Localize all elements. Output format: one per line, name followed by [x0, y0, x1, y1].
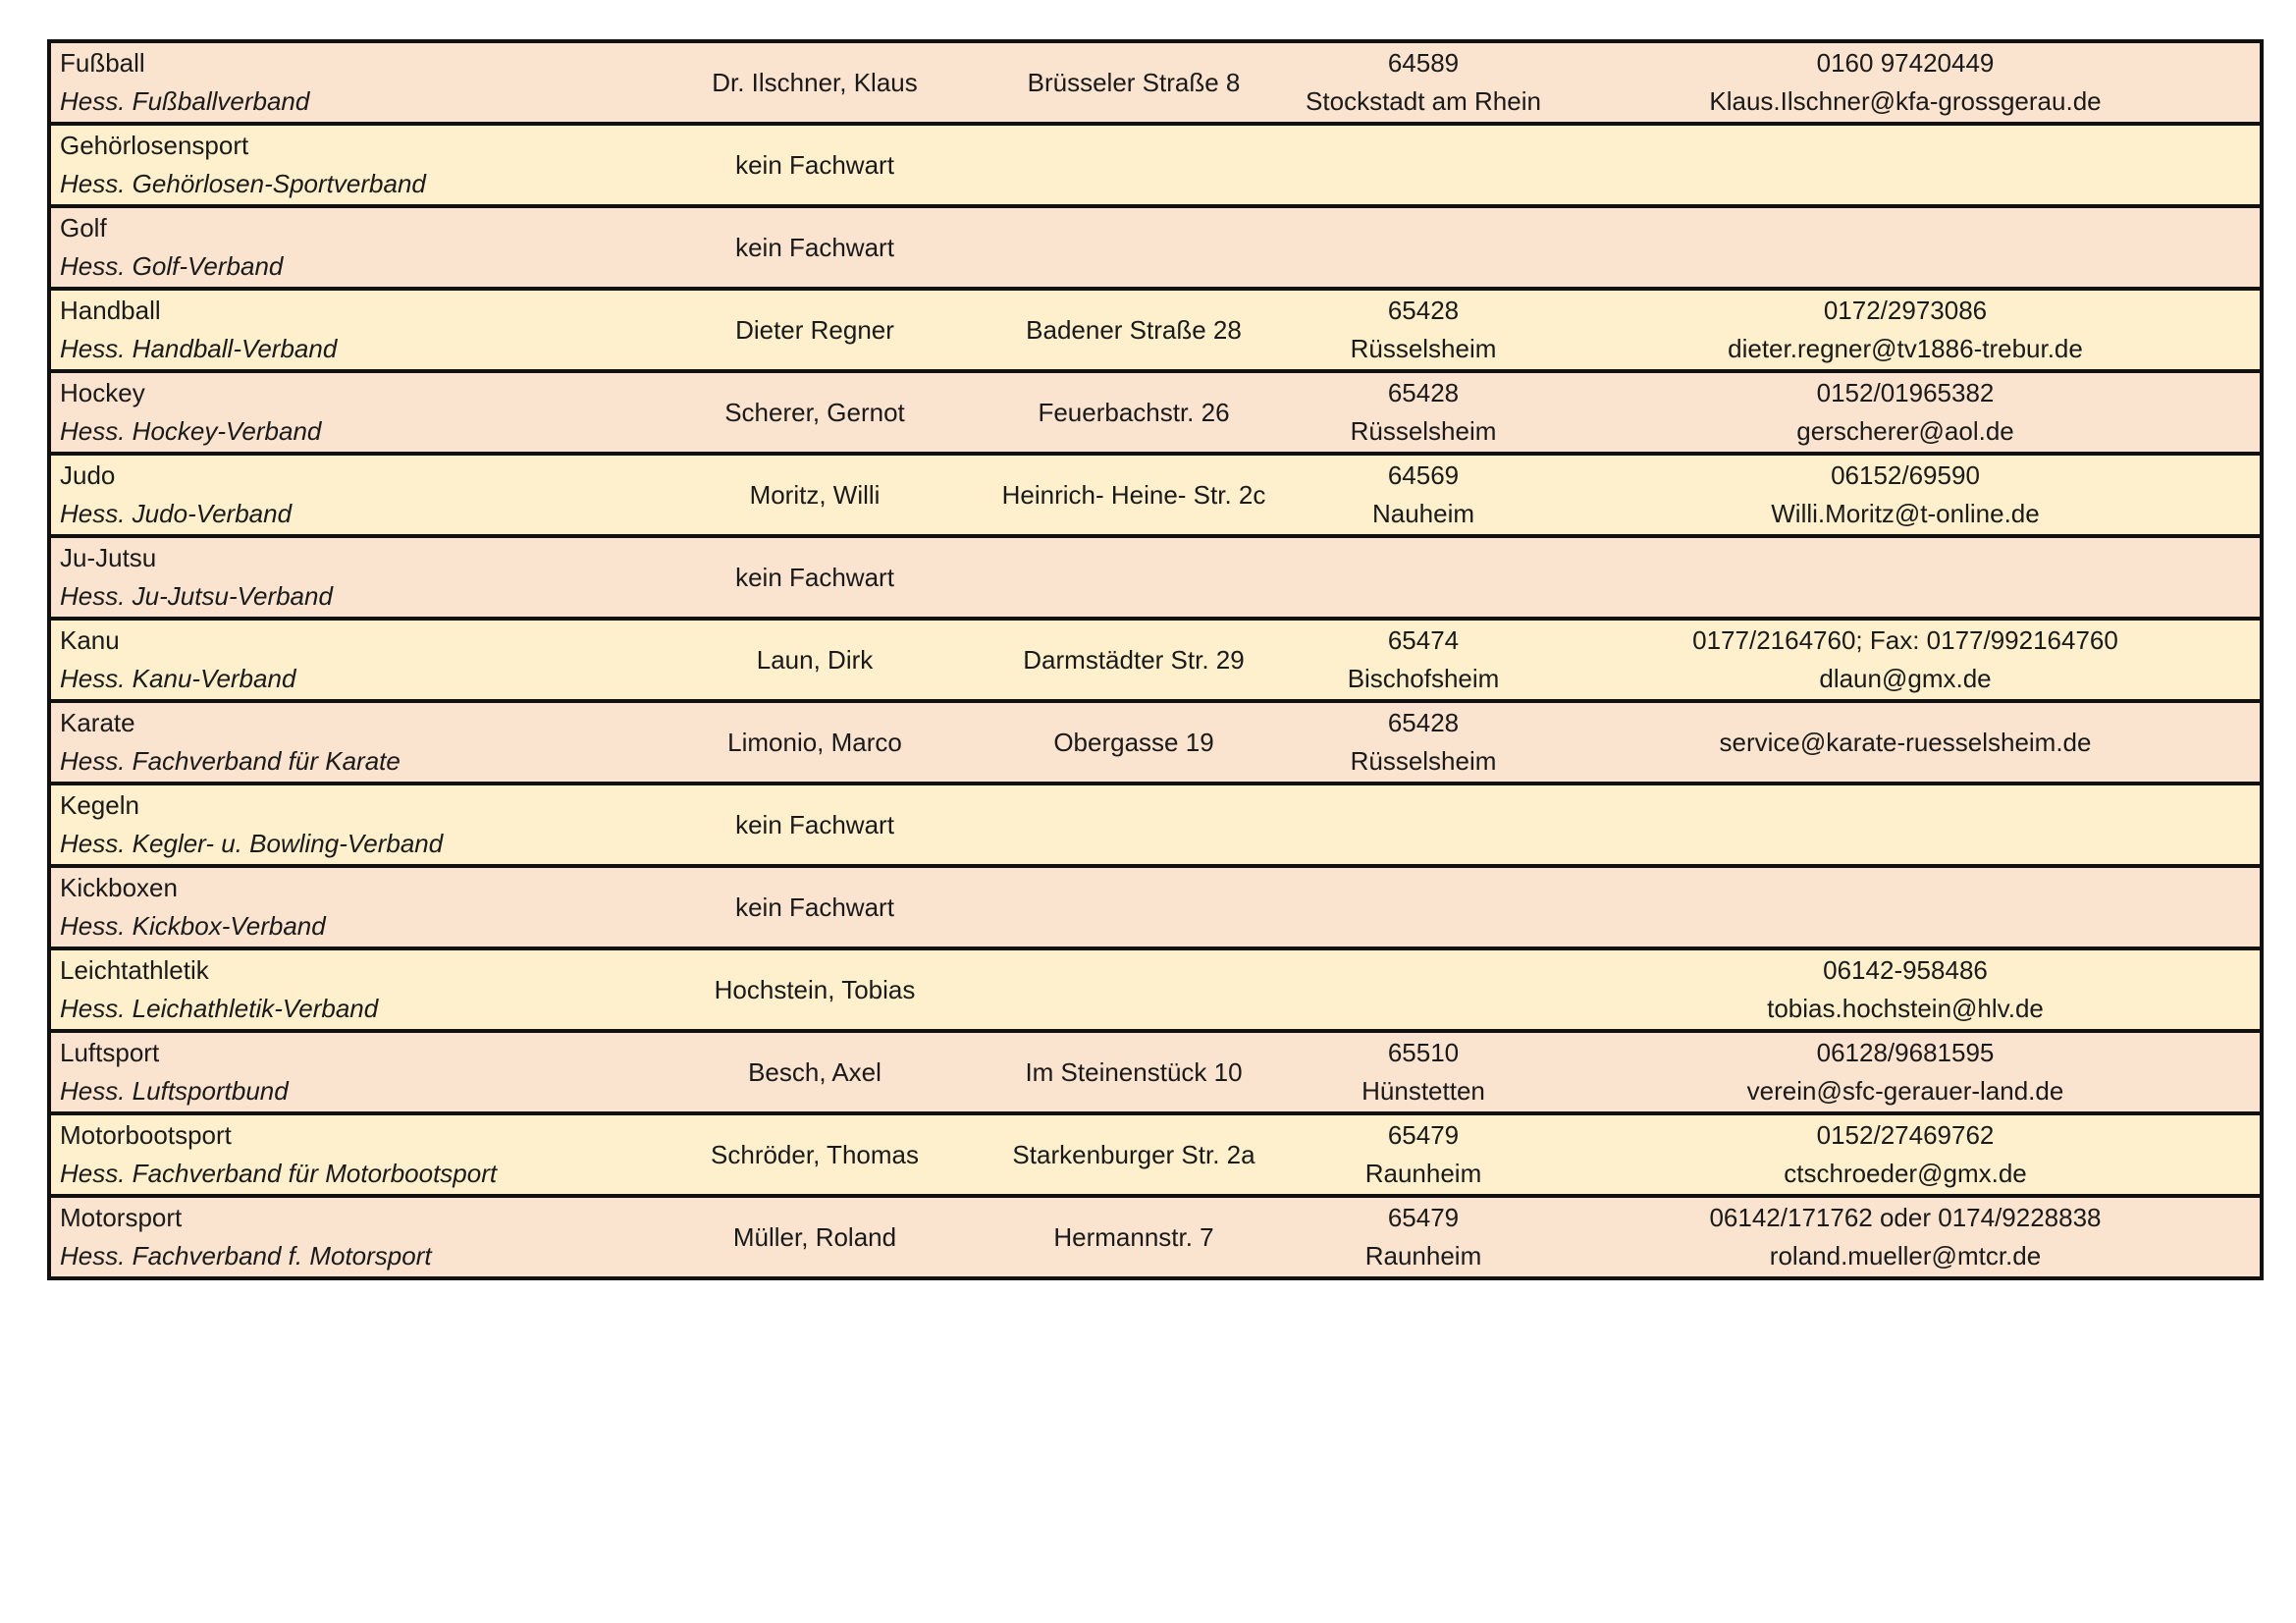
zip-city-cell: [1296, 1113, 1551, 1196]
city: Bischofsheim: [1347, 664, 1500, 693]
email-address[interactable]: roland.mueller@mtcr.de: [1769, 1241, 2042, 1271]
sports-contacts-table: [47, 39, 2264, 1280]
contact-person: Besch, Axel: [658, 1031, 972, 1113]
table-row: [49, 41, 2262, 124]
street-address: Brüsseler Straße 8: [972, 41, 1296, 124]
city: Rüsselsheim: [1350, 334, 1497, 363]
sport-name: Fußball: [60, 48, 145, 78]
zip-code: 65474: [1387, 625, 1460, 655]
sport-name: Gehörlosensport: [60, 131, 249, 160]
sport-cell: [49, 454, 658, 536]
contact-cell: [1551, 1113, 2262, 1196]
sport-name: Kegeln: [60, 790, 139, 820]
federation-name: Hess. Handball-Verband: [60, 334, 338, 363]
contact-person: Scherer, Gernot: [658, 371, 972, 454]
zip-code: 65510: [1387, 1038, 1460, 1067]
sport-name: Judo: [60, 460, 116, 490]
table-row: [49, 206, 2262, 289]
phone-number: 06128/9681595: [1816, 1038, 1995, 1067]
contact-cell: [1551, 1196, 2262, 1278]
sport-name: Karate: [60, 708, 135, 737]
table-row: [49, 784, 2262, 866]
federation-name: Hess. Luftsportbund: [60, 1076, 289, 1106]
phone-number: 06152/69590: [1831, 460, 1980, 490]
city: Nauheim: [1371, 499, 1475, 528]
street-address: Darmstädter Str. 29: [972, 619, 1296, 701]
phone-number: 0152/01965382: [1816, 378, 1995, 407]
table-row: [49, 289, 2262, 371]
sport-cell: [49, 1031, 658, 1113]
email-address[interactable]: dlaun@gmx.de: [1819, 664, 1992, 693]
zip-code: 64589: [1387, 48, 1460, 78]
email-address[interactable]: Klaus.Ilschner@kfa-grossgerau.de: [1709, 86, 2102, 116]
federation-name: Hess. Kickbox-Verband: [60, 911, 326, 941]
contact-cell: [1551, 619, 2262, 701]
city: Rüsselsheim: [1350, 416, 1497, 446]
sport-name: Motorbootsport: [60, 1120, 232, 1150]
email-address[interactable]: verein@sfc-gerauer-land.de: [1746, 1076, 2064, 1106]
table-row: [49, 1196, 2262, 1278]
contact-person: kein Fachwart: [658, 866, 972, 948]
street-address: Hermannstr. 7: [972, 1196, 1296, 1278]
zip-city-cell: [1296, 41, 1551, 124]
street-address: [972, 866, 1296, 948]
sport-cell: [49, 206, 658, 289]
contact-person: kein Fachwart: [658, 124, 972, 206]
phone-number: 06142-958486: [1823, 955, 1988, 985]
contact-cell: [1551, 124, 2262, 206]
table-row: [49, 701, 2262, 784]
zip-city-cell: [1296, 701, 1551, 784]
sport-name: Ju-Jutsu: [60, 543, 157, 572]
street-address: Starkenburger Str. 2a: [972, 1113, 1296, 1196]
sport-cell: [49, 124, 658, 206]
zip-city-cell: [1296, 948, 1551, 1031]
sport-cell: [49, 701, 658, 784]
table-row: [49, 1113, 2262, 1196]
zip-code: 65479: [1387, 1120, 1460, 1150]
table-row: [49, 619, 2262, 701]
zip-city-cell: [1296, 784, 1551, 866]
street-address: [972, 206, 1296, 289]
table-row: [49, 124, 2262, 206]
zip-code: 65479: [1387, 1203, 1460, 1232]
zip-city-cell: [1296, 1196, 1551, 1278]
contact-person: Moritz, Willi: [658, 454, 972, 536]
city: Raunheim: [1364, 1241, 1482, 1271]
contact-person: Dieter Regner: [658, 289, 972, 371]
federation-name: Hess. Ju-Jutsu-Verband: [60, 581, 333, 611]
zip-city-cell: [1296, 124, 1551, 206]
zip-city-cell: [1296, 454, 1551, 536]
table-row: [49, 371, 2262, 454]
contact-cell: [1551, 41, 2262, 124]
city: Rüsselsheim: [1350, 746, 1497, 776]
sport-cell: [49, 866, 658, 948]
sport-cell: [49, 289, 658, 371]
table-row: [49, 948, 2262, 1031]
sport-cell: [49, 1113, 658, 1196]
table-row: [49, 1031, 2262, 1113]
contact-person: Müller, Roland: [658, 1196, 972, 1278]
email-address[interactable]: gerscherer@aol.de: [1796, 416, 2014, 446]
street-address: [972, 784, 1296, 866]
federation-name: Hess. Fachverband für Karate: [60, 746, 400, 776]
contact-person: kein Fachwart: [658, 784, 972, 866]
city: Raunheim: [1364, 1159, 1482, 1188]
street-address: [972, 536, 1296, 619]
contact-person: Hochstein, Tobias: [658, 948, 972, 1031]
federation-name: Hess. Leichathletik-Verband: [60, 994, 379, 1023]
email-address[interactable]: ctschroeder@gmx.de: [1784, 1159, 2027, 1188]
city: Stockstadt am Rhein: [1306, 86, 1541, 116]
federation-name: Hess. Golf-Verband: [60, 251, 284, 281]
federation-name: Hess. Fachverband für Motorbootsport: [60, 1159, 498, 1188]
contact-cell: [1551, 784, 2262, 866]
contact-person: kein Fachwart: [658, 536, 972, 619]
phone-number: 0152/27469762: [1816, 1120, 1995, 1150]
phone-number: 0177/2164760; Fax: 0177/992164760: [1692, 625, 2118, 655]
sport-cell: [49, 784, 658, 866]
street-address: Obergasse 19: [972, 701, 1296, 784]
contact-cell: [1551, 289, 2262, 371]
sport-name: Hockey: [60, 378, 145, 407]
street-address: Heinrich- Heine- Str. 2c: [972, 454, 1296, 536]
sport-cell: [49, 948, 658, 1031]
email-address[interactable]: Willi.Moritz@t-online.de: [1771, 499, 2040, 528]
email-address[interactable]: tobias.hochstein@hlv.de: [1767, 994, 2044, 1023]
contact-cell: [1551, 371, 2262, 454]
phone-number: 0172/2973086: [1823, 296, 1988, 325]
contact-person: Schröder, Thomas: [658, 1113, 972, 1196]
federation-name: Hess. Fachverband f. Motorsport: [60, 1241, 432, 1271]
contact-cell: [1551, 948, 2262, 1031]
street-address: [972, 124, 1296, 206]
zip-city-cell: [1296, 289, 1551, 371]
sport-cell: [49, 619, 658, 701]
city: Hünstetten: [1362, 1076, 1485, 1106]
contact-person: Dr. Ilschner, Klaus: [658, 41, 972, 124]
table-row: [49, 454, 2262, 536]
table-row: [49, 866, 2262, 948]
sport-cell: [49, 41, 658, 124]
phone-number: service@karate-ruesselsheim.de: [1719, 727, 2092, 757]
phone-number: 0160 97420449: [1816, 48, 1995, 78]
street-address: Im Steinenstück 10: [972, 1031, 1296, 1113]
sport-name: Golf: [60, 213, 107, 243]
zip-code: 65428: [1387, 296, 1460, 325]
table-body: [49, 41, 2262, 1278]
email-address[interactable]: dieter.regner@tv1886-trebur.de: [1728, 334, 2083, 363]
zip-code: 64569: [1387, 460, 1460, 490]
zip-city-cell: [1296, 371, 1551, 454]
street-address: Badener Straße 28: [972, 289, 1296, 371]
zip-city-cell: [1296, 1031, 1551, 1113]
federation-name: Hess. Kegler- u. Bowling-Verband: [60, 829, 444, 858]
contact-person: Limonio, Marco: [658, 701, 972, 784]
contact-cell: [1551, 1031, 2262, 1113]
sport-name: Handball: [60, 296, 161, 325]
sport-name: Kanu: [60, 625, 120, 655]
federation-name: Hess. Kanu-Verband: [60, 664, 296, 693]
sport-name: Kickboxen: [60, 873, 178, 902]
table-row: [49, 536, 2262, 619]
zip-city-cell: [1296, 536, 1551, 619]
zip-code: 65428: [1387, 378, 1460, 407]
contact-cell: [1551, 536, 2262, 619]
contact-cell: [1551, 454, 2262, 536]
contact-person: kein Fachwart: [658, 206, 972, 289]
zip-city-cell: [1296, 866, 1551, 948]
federation-name: Hess. Gehörlosen-Sportverband: [60, 169, 426, 198]
street-address: Feuerbachstr. 26: [972, 371, 1296, 454]
federation-name: Hess. Hockey-Verband: [60, 416, 322, 446]
sport-name: Leichtathletik: [60, 955, 209, 985]
street-address: [972, 948, 1296, 1031]
sport-name: Luftsport: [60, 1038, 160, 1067]
zip-city-cell: [1296, 206, 1551, 289]
federation-name: Hess. Fußballverband: [60, 86, 310, 116]
sport-cell: [49, 536, 658, 619]
phone-number: 06142/171762 oder 0174/9228838: [1709, 1203, 2102, 1232]
zip-city-cell: [1296, 619, 1551, 701]
sport-cell: [49, 1196, 658, 1278]
contact-cell: [1551, 206, 2262, 289]
sport-name: Motorsport: [60, 1203, 183, 1232]
contact-person: Laun, Dirk: [658, 619, 972, 701]
sport-cell: [49, 371, 658, 454]
contact-cell: [1551, 701, 2262, 784]
federation-name: Hess. Judo-Verband: [60, 499, 293, 528]
zip-code: 65428: [1387, 708, 1460, 737]
contact-cell: [1551, 866, 2262, 948]
